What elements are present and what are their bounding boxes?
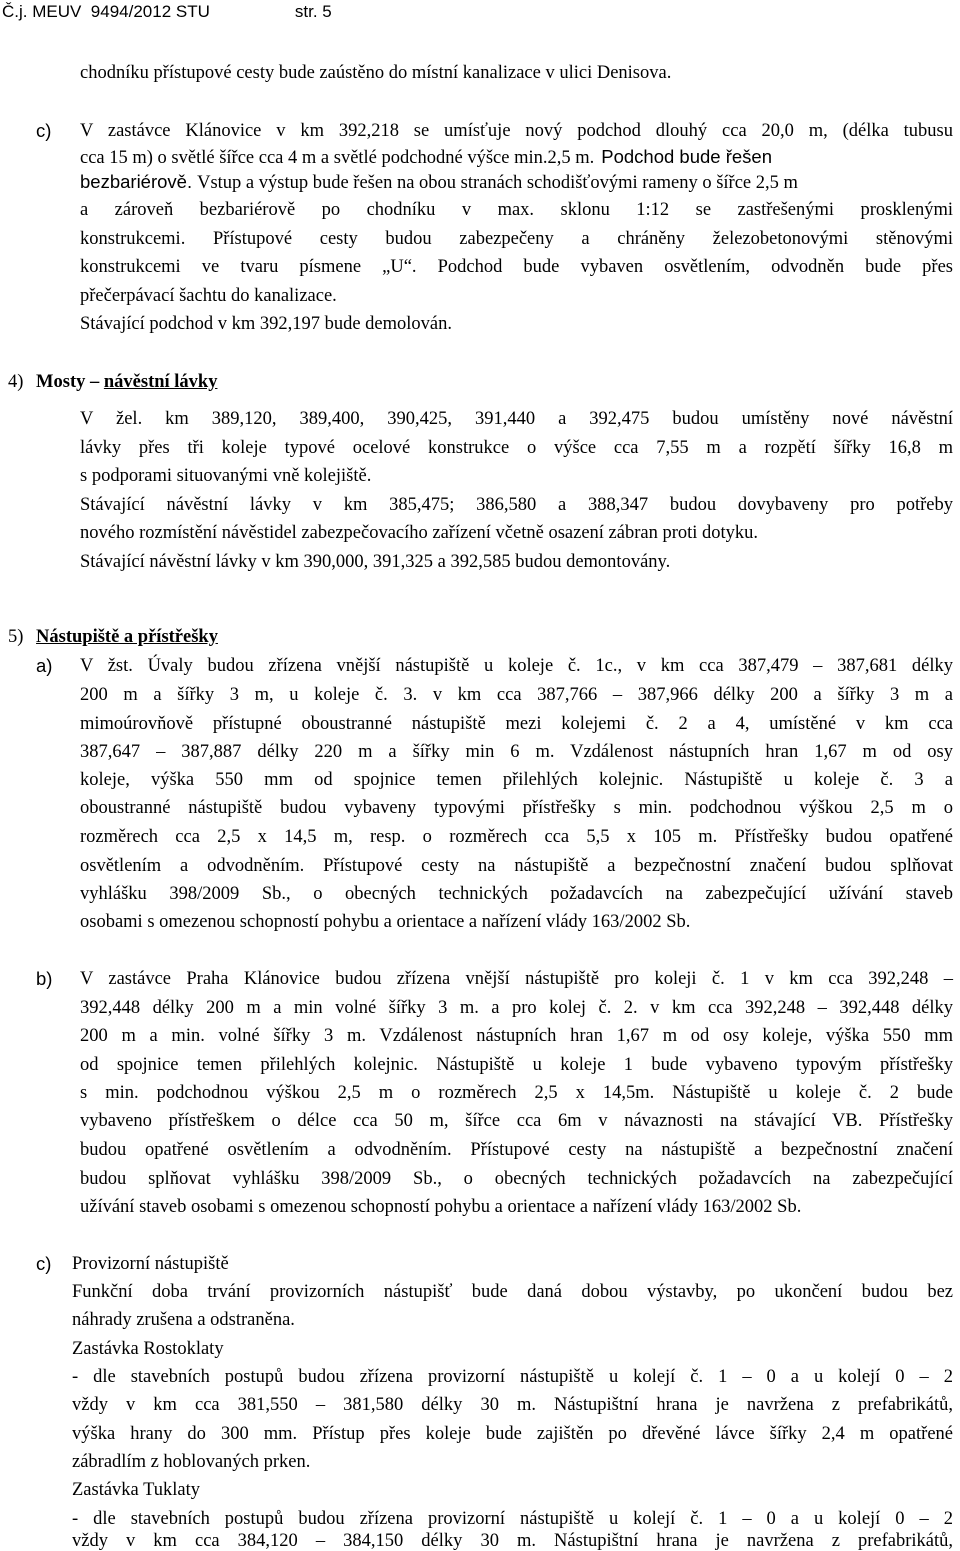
text-line: konstrukcemi. Přístupové cesty budou zabezpečeny a chráněny železobetonovými stěnovými — [80, 229, 953, 249]
text-line: - dle stavebních postupů budou zřízena provizorní nástupiště u kolejí č. 1 – 0 a u kolejí 0 – 2 — [72, 1367, 953, 1387]
text-line: Stávající podchod v km 392,197 bude demolován. — [80, 314, 452, 334]
text-line: konstrukcemi ve tvaru písmene „U“. Podchod bude vybaven osvětlením, odvodněn bude přes — [80, 257, 953, 277]
text-line: koleje, výška 550 mm od spojnice temen přilehlých kolejnic. Nástupiště u koleje č. 3 a — [80, 770, 953, 790]
text-line: vždy v km cca 381,550 – 381,580 délky 30 m. Nástupištní hrana je navržena z prefabrikátů, — [72, 1395, 953, 1415]
page-header: Č.j. MEUV 9494/2012 STU str. 5 — [2, 2, 332, 21]
section-title: Mosty – — [36, 372, 100, 392]
text-span: Podchod bude řešen — [601, 146, 772, 167]
text-line: vyhlášku 398/2009 Sb., o obecných technických požadavcích na zabezpečující užívání staveb — [80, 884, 953, 904]
list-label: c) — [36, 1253, 52, 1274]
text-line: náhrady zrušena a odstraněna. — [72, 1310, 295, 1330]
text-line: 392,448 délky 200 m a min volné šířky 3 m. a pro kolej č. 2. v km cca 392,248 – 392,448 délky — [80, 998, 953, 1018]
text-line: a zároveň bezbariérově po chodníku v max. sklonu 1:12 se zastřešenými prosklenými — [80, 200, 953, 220]
text-line: vždy v km cca 384,120 – 384,150 délky 30 m. Nástupištní hrana je navržena z prefabrikátů, — [72, 1531, 953, 1551]
text-line: mimoúrovňově přístupné oboustranné nástupiště mezi kolejemi č. 2 a 4, umístěné v km cca — [80, 714, 953, 734]
text-line: V zastávce Klánovice v km 392,218 se umísťuje nový podchod dlouhý cca 20,0 m, (délka tubusu — [80, 121, 953, 141]
section-number: 4) — [8, 372, 24, 392]
text-line: 387,647 – 387,887 délky 220 m a šířky min 6 m. Vzdálenost nástupních hran 1,67 m od osy — [80, 742, 953, 762]
text-line: Stávající návěstní lávky v km 390,000, 391,325 a 392,585 budou demontovány. — [80, 552, 671, 572]
text-line: Zastávka Rostoklaty — [72, 1339, 224, 1359]
text-line: oboustranné nástupiště budou vybaveny typovými přístřešky s min. podchodnou výškou 2,5 m o — [80, 798, 953, 818]
text-line: Funkční doba trvání provizorních nástupišť bude daná dobou výstavby, po ukončení budou bez — [72, 1282, 953, 1302]
text-line — [80, 148, 772, 168]
text-line: osvětlením a odvodněním. Přístupové cesty na nástupiště a bezpečnostní značení budou splňovat — [80, 856, 953, 876]
text-line — [80, 173, 798, 193]
text-line: zábradlím z hoblovaných prken. — [72, 1452, 311, 1472]
text-line: vybaveno přístřeškem o délce cca 50 m, šířce cca 6m v návaznosti na stávající VB. Přístřešky — [80, 1111, 953, 1131]
text-line: od spojnice temen přilehlých kolejnic. Nástupiště u koleje 1 bude vybaveno typovým přístřešky — [80, 1055, 953, 1075]
text-line: 200 m a šířky 3 m, u koleje č. 3. v km cca 387,766 – 387,966 délky 200 a šířky 3 m a — [80, 685, 953, 705]
text-span: Vstup a výstup bude řešen na obou stranách schodišťovými rameny o šířce 2,5 m — [197, 173, 798, 193]
text-line: lávky přes tři koleje typové ocelové konstrukce o výšce cca 7,55 m a rozpětí šířky 16,8 m — [80, 438, 953, 458]
text-line: osobami s omezenou schopností pohybu a orientace a nařízení vlády 163/2002 Sb. — [80, 912, 691, 932]
text-line: s min. podchodnou výškou 2,5 m o rozměrech 2,5 x 14,5m. Nástupiště u koleje č. 2 bude — [80, 1083, 953, 1103]
list-label: b) — [36, 968, 53, 989]
section-heading — [8, 628, 218, 647]
text-line: V žel. km 389,120, 389,400, 390,425, 391,440 a 392,475 budou umístěny nové návěstní — [80, 409, 953, 429]
text-line: Stávající návěstní lávky v km 385,475; 386,580 a 388,347 budou dovybaveny pro potřeby — [80, 495, 953, 515]
text-line: užívání staveb osobami s omezenou schopností pohybu a orientace a nařízení vlády 163/2002 Sb. — [80, 1197, 802, 1217]
text-line: s podporami situovanými vně kolejiště. — [80, 466, 372, 486]
section-number: 5) — [8, 627, 24, 647]
list-label: a) — [36, 655, 53, 676]
text-line: V zastávce Praha Klánovice budou zřízena vnější nástupiště pro koleji č. 1 v km cca 392,248 – — [80, 969, 953, 989]
text-line: Zastávka Tuklaty — [72, 1480, 200, 1500]
text-line: budou opatřené osvětlením a odvodněním. Přístupové cesty na nástupiště a bezpečnostní značení — [80, 1140, 953, 1160]
text-line: V žst. Úvaly budou zřízena vnější nástupiště u koleje č. 1c., v km cca 387,479 – 387,681 délky — [80, 656, 953, 676]
text-span: bezbariérově. — [80, 171, 193, 192]
text-line: rozměrech cca 2,5 x 14,5 m, resp. o rozměrech cca 5,5 x 105 m. Přístřešky budou opatřené — [80, 827, 953, 847]
text-line: budou splňovat vyhlášku 398/2009 Sb., o obecných technických požadavcích na zabezpečující — [80, 1169, 953, 1189]
section-title: návěstní lávky — [103, 372, 218, 392]
text-line: přečerpávací šachtu do kanalizace. — [80, 286, 337, 306]
text-span: cca 15 m) o světlé šířce cca 4 m a světlé podchodné výšce min.2,5 m. — [80, 148, 595, 168]
list-label: c) — [36, 120, 52, 141]
text-line: nového rozmístění návěstidel zabezpečovacího zařízení včetně osazení zábran proti dotyku. — [80, 523, 759, 543]
text-line: výška hrany do 300 mm. Přístup přes koleje bude zajištěn po dřevěné lávce šířky 2,4 m opatřené — [72, 1424, 953, 1444]
text-line: chodníku přístupové cesty bude zaústěno do místní kanalizace v ulici Denisova. — [80, 63, 672, 83]
section-title: Nástupiště a přístřešky — [36, 627, 218, 647]
text-line: - dle stavebních postupů budou zřízena provizorní nástupiště u kolejí č. 1 – 0 a u kolejí 0 – 2 — [72, 1509, 953, 1529]
section-heading — [8, 373, 217, 392]
subsection-title: Provizorní nástupiště — [72, 1254, 229, 1274]
text-line: 200 m a min. volné šířky 3 m. Vzdálenost nástupních hran 1,67 m od osy koleje, výška 550 mm — [80, 1026, 953, 1046]
